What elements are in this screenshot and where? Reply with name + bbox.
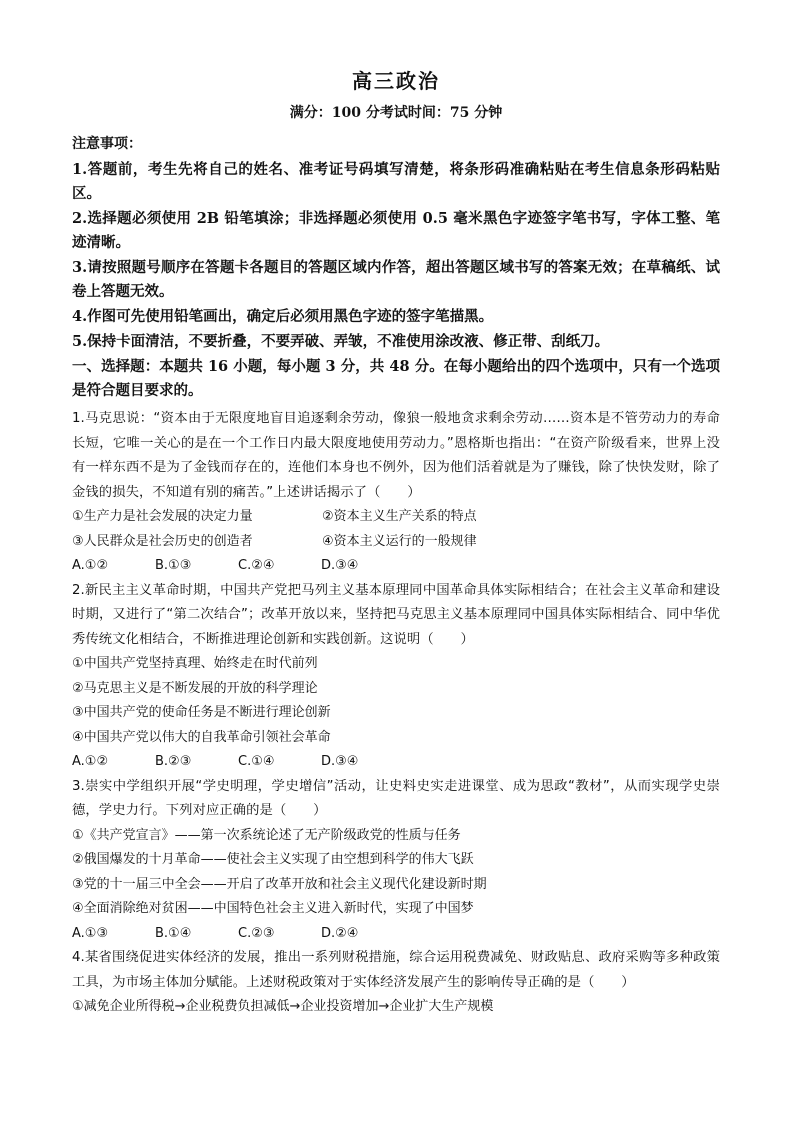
statement-1: ①生产力是社会发展的决定力量 xyxy=(72,509,253,524)
answer-options xyxy=(72,922,720,947)
note-item: 3.请按照题号顺序在答题卡各题目的答题区域内作答，超出答题区域书写的答案无效；在草稿纸、试卷上答题无效。 xyxy=(72,259,720,300)
statement-3: ③人民群众是社会历史的创造者 xyxy=(72,533,253,549)
statement-4: ④全面消除绝对贫困——中国特色社会主义进入新时代，实现了中国梦 xyxy=(72,901,474,916)
option-d[interactable]: D.②④ xyxy=(321,925,359,941)
statement-2: ②马克思主义是不断发展的开放的科学理论 xyxy=(72,680,318,696)
statement-2: ②资本主义生产关系的特点 xyxy=(322,509,477,524)
question-1 xyxy=(72,407,720,579)
statement-3: ③党的十一届三中全会——开启了改革开放和社会主义现代化建设新时期 xyxy=(72,876,487,892)
notes-heading: 注意事项： xyxy=(72,136,142,152)
statement-4: ④中国共产党以伟大的自我革命引领社会革命 xyxy=(72,729,331,745)
option-d[interactable]: D.③④ xyxy=(321,754,359,769)
note-item: 5.保持卡面清洁，不要折叠，不要弄破、弄皱，不准使用涂改液、修正带、刮纸刀。 xyxy=(72,333,610,350)
option-a[interactable]: A.①② xyxy=(72,754,109,769)
answer-options xyxy=(72,750,720,775)
statement-2: ②俄国爆发的十月革命——使社会主义实现了由空想到科学的伟大飞跃 xyxy=(72,852,474,867)
option-a[interactable]: A.①③ xyxy=(72,925,109,941)
question-3 xyxy=(72,775,720,947)
question-4 xyxy=(72,946,720,1020)
statement-row xyxy=(72,530,720,555)
note-item: 4.作图可先使用铅笔画出，确定后必须用黑色字迹的签字笔描黑。 xyxy=(72,308,494,325)
statement-1: ①《共产党宣言》——第一次系统论述了无产阶级政党的性质与任务 xyxy=(72,827,461,843)
notes-section xyxy=(72,134,720,354)
page-title: 高三政治 xyxy=(352,69,440,93)
option-b[interactable]: B.①③ xyxy=(155,558,192,573)
option-c[interactable]: C.②③ xyxy=(238,925,275,941)
option-d[interactable]: D.③④ xyxy=(321,558,359,573)
question-stem: 1.马克思说：“资本由于无限度地盲目追逐剩余劳动，像狼一般地贪求剩余劳动……资本是不管劳动力的寿命长短，它唯一关心的是在一个工作日内最大限度地使用劳动力。”恩格斯也指出：“在资产阶级看来，世界上没有一样东西不是为了金钱而存在的，连他们本身也不例外，因为他们活着就是为了赚钱，除了快快发财，除了金钱的损失，不知道有别的痛苦。”上述讲话揭示了（ ） xyxy=(72,411,720,500)
question-stem: 4.某省围绕促进实体经济的发展，推出一系列财税措施，综合运用税费减免、财政贴息、政府采购等多种政策工具，为市场主体加分赋能。上述财税政策对于实体经济发展产生的影响传导正确的是（ ） xyxy=(72,950,720,990)
statement-4: ④资本主义运行的一般规律 xyxy=(322,533,477,549)
note-item: 2.选择题必须使用 2B 铅笔填涂；非选择题必须使用 0.5 毫米黑色字迹签字笔书写，字体工整、笔迹清晰。 xyxy=(72,210,720,251)
answer-options xyxy=(72,554,720,579)
question-2 xyxy=(72,579,720,775)
option-c[interactable]: C.②④ xyxy=(238,558,275,573)
statement-row xyxy=(72,505,720,530)
question-stem: 3.崇实中学组织开展“学史明理，学史增信”活动，让史料史实走进课堂、成为思政“教材”，从而实现学史崇德，学史力行。下列对应正确的是（ ） xyxy=(72,778,720,818)
option-c[interactable]: C.①④ xyxy=(238,754,275,769)
statement-3: ③中国共产党的使命任务是不断进行理论创新 xyxy=(72,705,331,720)
question-stem: 2.新民主主义革命时期，中国共产党把马列主义基本原理同中国革命具体实际相结合；在社会主义革命和建设时期，又进行了“第二次结合”；改革开放以来，坚持把马克思主义基本原理同中国具体实际相结合、同中华优秀传统文化相结合，不断推进理论创新和实践创新。这说明（ ） xyxy=(72,582,720,647)
section-heading: 一、选择题：本题共 16 小题，每小题 3 分，共 48 分。在每小题给出的四个选项中，只有一个选项是符合题目要求的。 xyxy=(72,358,720,399)
statement-1: ①中国共产党坚持真理、始终走在时代前列 xyxy=(72,656,318,671)
option-b[interactable]: B.①④ xyxy=(155,925,192,941)
option-b[interactable]: B.②③ xyxy=(155,754,192,769)
option-a[interactable]: A.①② xyxy=(72,558,109,573)
exam-info: 满分：100 分考试时间：75 分钟 xyxy=(289,105,503,121)
statement-1: ①减免企业所得税→企业税费负担减低→企业投资增加→企业扩大生产规模 xyxy=(72,999,494,1014)
note-item: 1.答题前，考生先将自己的姓名、准考证号码填写清楚，将条形码准确粘贴在考生信息条形码粘贴区。 xyxy=(72,161,720,202)
